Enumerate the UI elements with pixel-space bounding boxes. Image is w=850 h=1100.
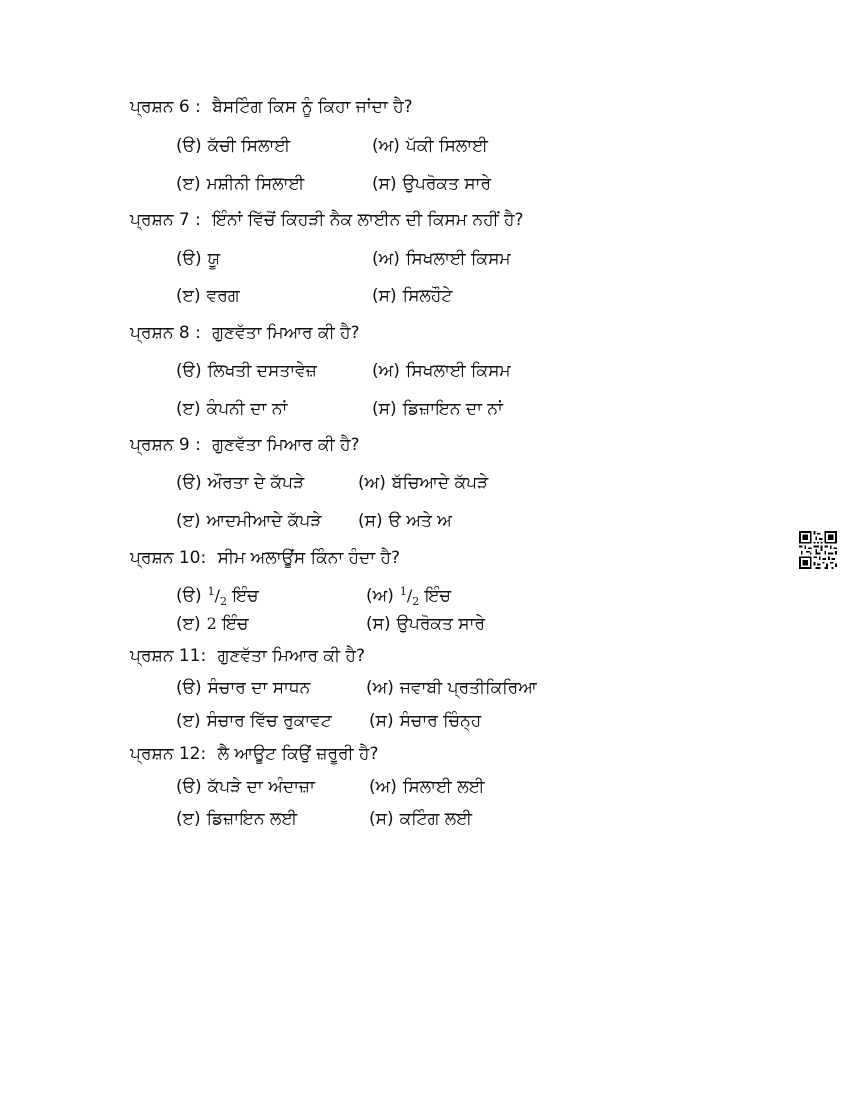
option-a bbox=[176, 581, 259, 613]
option-marker: (ਅ) bbox=[366, 678, 394, 698]
option-text: ਵਰਗ bbox=[206, 286, 240, 306]
option-marker: (ਸ) bbox=[372, 174, 397, 194]
question-number: ਪ੍ਰਸ਼ਨ 7 : bbox=[130, 210, 201, 230]
option-text: ਯੂ bbox=[207, 249, 221, 269]
option-text: ਇੰਚ bbox=[424, 586, 451, 606]
option-text: ਸੰਚਾਰ ਚਿੰਨ੍ਹ bbox=[399, 711, 482, 731]
option-text: ਕੱਪੜੇ ਦਾ ਅੰਦਾਜ਼ਾ bbox=[207, 777, 315, 797]
option-d bbox=[369, 808, 472, 830]
option-value: 2 bbox=[206, 614, 217, 633]
option-text: ਜਵਾਬੀ ਪ੍ਰਤੀਕਿਰਿਆ bbox=[399, 678, 537, 698]
question-11 bbox=[130, 645, 365, 667]
option-marker: (ੲ) bbox=[176, 399, 201, 419]
option-text: ਉਪਰੋਕਤ ਸਾਰੇ bbox=[402, 174, 491, 194]
option-c bbox=[176, 710, 332, 732]
question-number: ਪ੍ਰਸ਼ਨ 11: bbox=[130, 646, 207, 666]
question-text: ਗੁਣਵੱਤਾ ਮਿਆਰ ਕੀ ਹੈ? bbox=[217, 646, 365, 666]
option-marker: (ੲ) bbox=[176, 174, 201, 194]
option-marker: (ਸ) bbox=[372, 399, 397, 419]
option-b bbox=[369, 776, 485, 798]
option-marker: (ੲ) bbox=[176, 809, 201, 829]
option-marker: (ਸ) bbox=[369, 809, 394, 829]
qr-code-icon bbox=[799, 531, 837, 569]
question-number: ਪ੍ਰਸ਼ਨ 10: bbox=[130, 548, 207, 568]
question-text: ਲੈ ਆਊਟ ਕਿਉਂ ਜ਼ਰੂਰੀ ਹੈ? bbox=[217, 744, 379, 764]
option-marker: (ਸ) bbox=[372, 286, 397, 306]
question-text: ਬੈਸਟਿੰਗ ਕਿਸ ਨੂੰ ਕਿਹਾ ਜਾਂਦਾ ਹੈ? bbox=[212, 97, 413, 117]
option-c bbox=[176, 285, 240, 307]
option-marker: (ਅ) bbox=[358, 473, 386, 493]
option-marker: (ੳ) bbox=[176, 473, 202, 493]
option-c bbox=[176, 510, 321, 532]
question-8 bbox=[130, 322, 360, 344]
question-10 bbox=[130, 547, 400, 569]
question-7 bbox=[130, 209, 524, 231]
option-text: ਸਿਲਹੌਟੇ bbox=[402, 286, 453, 306]
option-b bbox=[366, 581, 451, 613]
question-9 bbox=[130, 434, 360, 456]
option-a bbox=[176, 248, 220, 270]
option-a bbox=[176, 776, 315, 798]
option-text: ਇੰਚ bbox=[222, 614, 249, 634]
option-text: ੳ ਅਤੇ ਅ bbox=[388, 511, 452, 531]
option-b bbox=[366, 677, 537, 699]
option-text: ਔਰਤਾ ਦੇ ਕੱਪੜੇ bbox=[207, 473, 305, 493]
option-text: ਡਿਜ਼ਾਇਨ ਦਾ ਨਾਂ bbox=[402, 399, 503, 419]
option-marker: (ੲ) bbox=[176, 614, 201, 634]
option-a bbox=[176, 677, 310, 699]
question-text: ਗੁਣਵੱਤਾ ਮਿਆਰ ਕੀ ਹੈ? bbox=[212, 435, 360, 455]
option-text: ਕੱਚੀ ਸਿਲਾਈ bbox=[207, 136, 291, 156]
option-d bbox=[372, 285, 452, 307]
option-c bbox=[176, 173, 304, 195]
option-c bbox=[176, 808, 297, 830]
option-a bbox=[176, 472, 304, 494]
option-d bbox=[372, 173, 491, 195]
option-marker: (ੲ) bbox=[176, 711, 201, 731]
question-number: ਪ੍ਰਸ਼ਨ 8 : bbox=[130, 323, 201, 343]
option-b bbox=[372, 360, 511, 382]
option-marker: (ੳ) bbox=[176, 249, 202, 269]
option-d bbox=[369, 710, 481, 732]
option-b bbox=[372, 248, 511, 270]
option-marker: (ਸ) bbox=[369, 711, 394, 731]
option-text: ਸਿਖਲਾਈ ਕਿਸਮ bbox=[405, 361, 511, 381]
option-text: ਮਸ਼ੀਨੀ ਸਿਲਾਈ bbox=[206, 174, 305, 194]
option-a bbox=[176, 360, 317, 382]
option-text: ਸਿਲਾਈ ਲਈ bbox=[402, 777, 485, 797]
option-marker: (ੳ) bbox=[176, 136, 202, 156]
option-marker: (ੲ) bbox=[176, 511, 201, 531]
question-text: ਗੁਣਵੱਤਾ ਮਿਆਰ ਕੀ ਹੈ? bbox=[212, 323, 360, 343]
option-text: ਉਪਰੋਕਤ ਸਾਰੇ bbox=[396, 614, 485, 634]
option-text: ਸੰਚਾਰ ਵਿੱਚ ਰੁਕਾਵਟ bbox=[206, 711, 332, 731]
question-text: ਸੀਮ ਅਲਾਊਂਸ ਕਿੰਨਾ ਹੰਦਾ ਹੈ? bbox=[217, 548, 401, 568]
question-number: ਪ੍ਰਸ਼ਨ 6 : bbox=[130, 97, 201, 117]
option-d bbox=[372, 398, 503, 420]
question-6 bbox=[130, 96, 413, 118]
question-12 bbox=[130, 743, 379, 765]
option-text: ਸਿਖਲਾਈ ਕਿਸਮ bbox=[405, 249, 511, 269]
option-text: ਇੰਚ bbox=[232, 586, 259, 606]
option-marker: (ੳ) bbox=[176, 586, 202, 606]
option-text: ਸੰਚਾਰ ਦਾ ਸਾਧਨ bbox=[207, 678, 311, 698]
option-marker: (ਅ) bbox=[372, 249, 400, 269]
option-marker: (ਸ) bbox=[358, 511, 383, 531]
option-text: ਕਟਿੰਗ ਲਈ bbox=[399, 809, 473, 829]
option-marker: (ਅ) bbox=[372, 361, 400, 381]
option-marker: (ੳ) bbox=[176, 361, 202, 381]
fraction: $^1/_2$ bbox=[207, 585, 227, 608]
question-number: ਪ੍ਰਸ਼ਨ 9 : bbox=[130, 435, 201, 455]
option-d bbox=[366, 613, 485, 635]
option-d bbox=[358, 510, 452, 532]
option-marker: (ੲ) bbox=[176, 286, 201, 306]
option-marker: (ਅ) bbox=[372, 136, 400, 156]
question-number: ਪ੍ਰਸ਼ਨ 12: bbox=[130, 744, 207, 764]
option-text: ਆਦਮੀਆਦੇ ਕੱਪੜੇ bbox=[206, 511, 322, 531]
option-marker: (ੳ) bbox=[176, 777, 202, 797]
option-marker: (ਅ) bbox=[366, 586, 394, 606]
option-c bbox=[176, 613, 248, 635]
option-marker: (ਅ) bbox=[369, 777, 397, 797]
option-text: ਡਿਜ਼ਾਇਨ ਲਈ bbox=[206, 809, 298, 829]
option-text: ਬੱਚਿਆਦੇ ਕੱਪੜੇ bbox=[391, 473, 489, 493]
option-text: ਪੱਕੀ ਸਿਲਾਈ bbox=[405, 136, 488, 156]
fraction: $^1/_2$ bbox=[399, 585, 420, 608]
option-b bbox=[372, 135, 488, 157]
option-text: ਕੰਪਨੀ ਦਾ ਨਾਂ bbox=[206, 399, 288, 419]
option-text: ਲਿਖਤੀ ਦਸਤਾਵੇਜ਼ bbox=[207, 361, 317, 381]
question-text: ਇੰਨਾਂ ਵਿੱਚੋਂ ਕਿਹੜੀ ਨੈਕ ਲਾਈਨ ਦੀ ਕਿਸਮ ਨਹੀਂ ਹੈ? bbox=[212, 210, 524, 230]
option-a bbox=[176, 135, 290, 157]
option-marker: (ੳ) bbox=[176, 678, 202, 698]
option-c bbox=[176, 398, 287, 420]
option-marker: (ਸ) bbox=[366, 614, 391, 634]
option-b bbox=[358, 472, 488, 494]
